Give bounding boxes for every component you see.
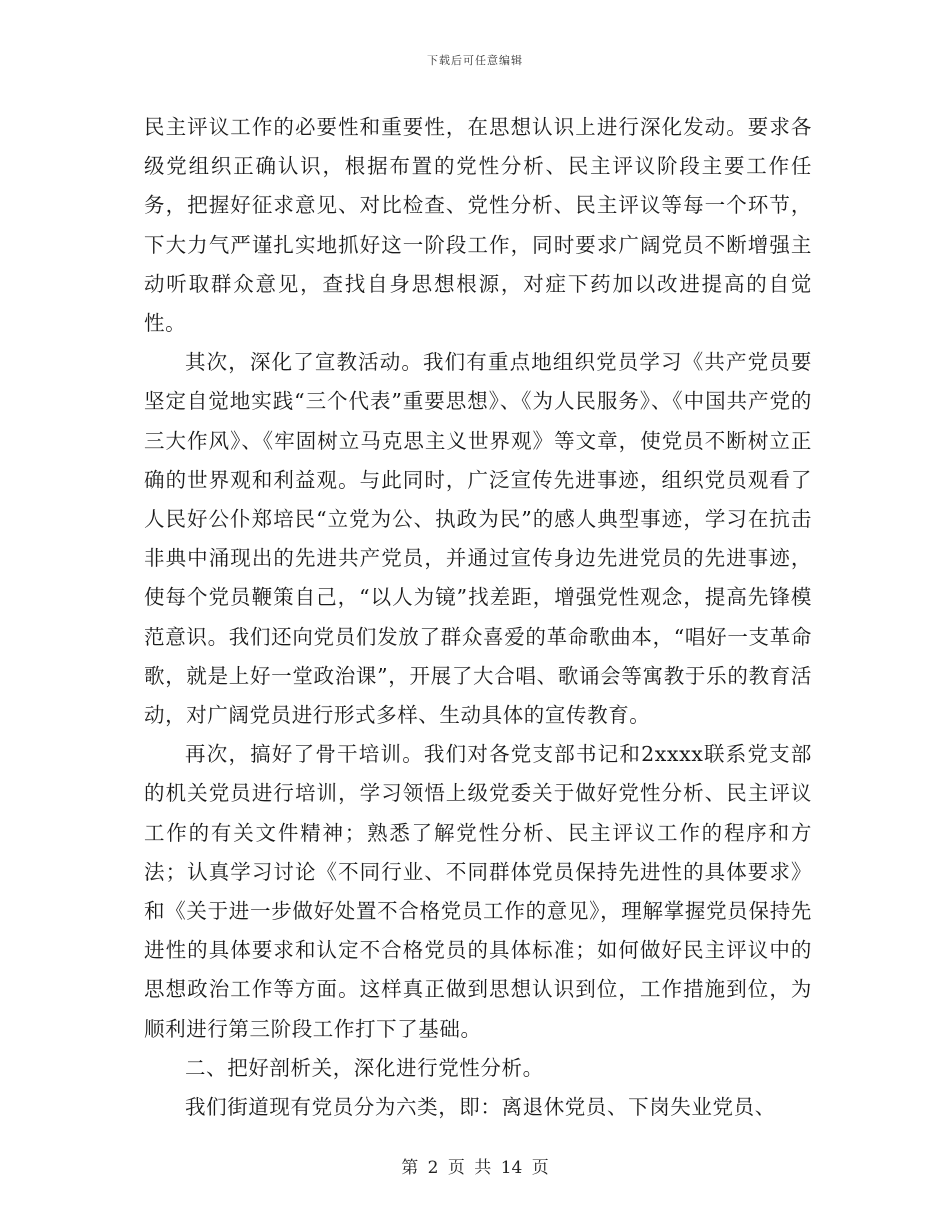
section-heading: 二、把好剖析关，深化进行党性分析。: [185, 1055, 544, 1080]
page-header-note: 下载后可任意编辑: [427, 54, 523, 67]
body-paragraph: 再次，搞好了骨干培训。我们对各党支部书记和2xxxx联系党支部的机关党员进行培训，学习领悟上级党委关于做好党性分析、民主评议工作的有关文件精神；熟悉了解党性分析、民主评议工作的程序和方法；认真学习讨论《不同行业、不同群体党员保持先进性的具体要求》和《关于进一步做好处置不合格党员工作的意见》，理解掌握党员保持先进性的具体要求和认定不合格党员的具体标准；如何做好民主评议中的思想政治工作等方面。这样真正做到思想认识到位，工作措施到位，为顺利进行第三阶段工作打下了基础。: [144, 742, 812, 1041]
document-body: [144, 108, 812, 1127]
body-paragraph: 其次，深化了宣教活动。我们有重点地组织党员学习《共产党员要坚定自觉地实践“三个代表”重要思想》、《为人民服务》、《中国共产党的三大作风》、《牢固树立马克思主义世界观》等文章，使党员不断树立正确的世界观和利益观。与此同时，广泛宣传先进事迹，组织党员观看了人民好公仆郑培民“立党为公、执政为民”的感人典型事迹，学习在抗击非典中涌现出的先进共产党员，并通过宣传身边先进党员的先进事迹，使每个党员鞭策自己，“以人为镜”找差距，增强党性观念，提高先锋模范意识。我们还向党员们发放了群众喜爱的革命歌曲本，“唱好一支革命歌，就是上好一堂政治课”，开展了大合唱、歌诵会等寓教于乐的教育活动，对广阔党员进行形式多样、生动具体的宣传教育。: [144, 350, 812, 728]
body-paragraph: 我们街道现有党员分为六类，即：离退休党员、下岗失业党员、: [185, 1095, 776, 1120]
body-paragraph: 民主评议工作的必要性和重要性，在思想认识上进行深化发动。要求各级党组织正确认识，根据布置的党性分析、民主评议阶段主要工作任务，把握好征求意见、对比检查、党性分析、民主评议等每一个环节，下大力气严谨扎实地抓好这一阶段工作，同时要求广阔党员不断增强主动听取群众意见，查找自身思想根源，对症下药加以改进提高的自觉性。: [144, 115, 812, 336]
page-number-footer: 第 2 页 共 14 页: [401, 1158, 549, 1178]
